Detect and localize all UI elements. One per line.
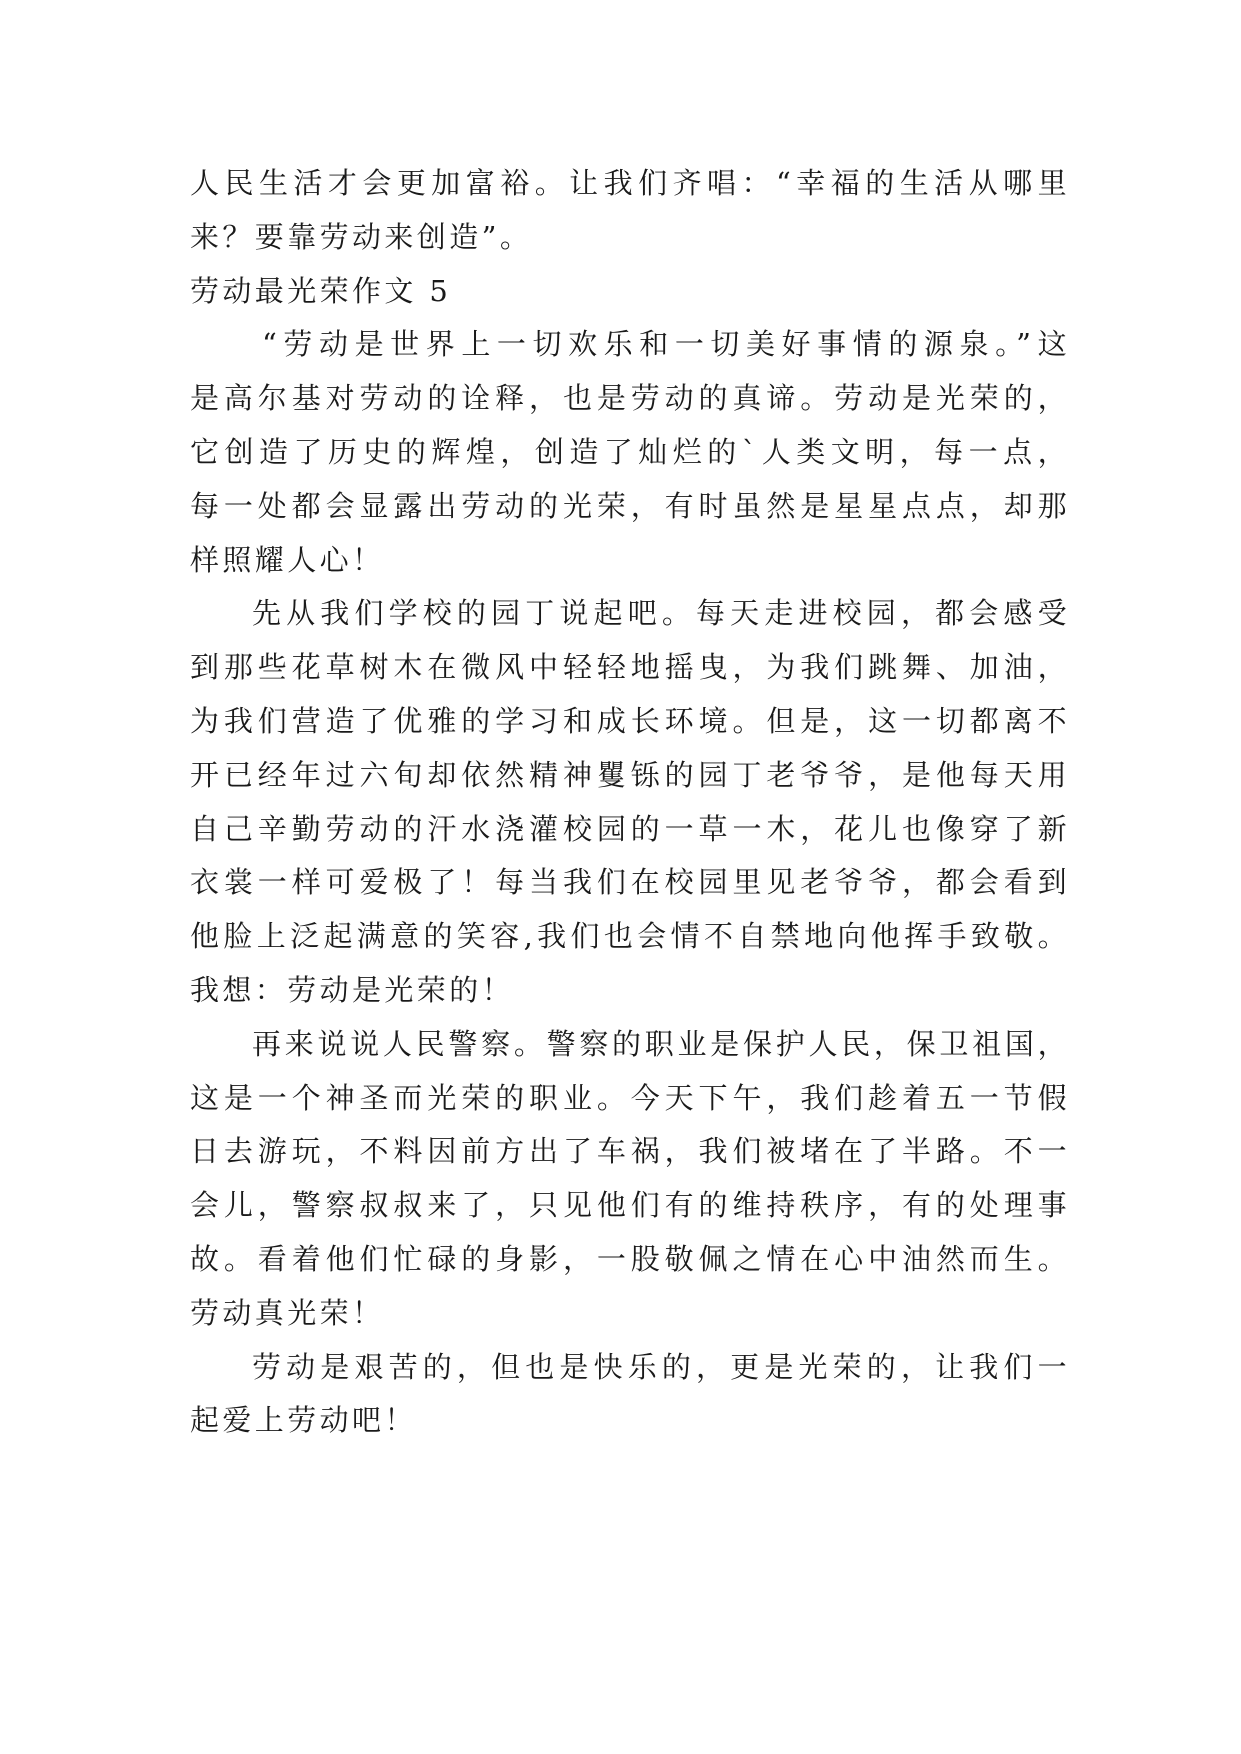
section-heading: 劳动最光荣作文 5 [190,273,452,308]
text-line: “劳动是世界上一切欢乐和一切美好事情的源泉。”这 [262,327,1070,362]
text-line: 我想：劳动是光荣的！ [190,972,515,1007]
text-line: 是高尔基对劳动的诠释，也是劳动的真谛。劳动是光荣的， [190,381,1070,416]
text-line: 会儿，警察叔叔来了，只见他们有的维持秩序，有的处理事 [190,1188,1070,1223]
text-line: 起爱上劳动吧！ [190,1403,417,1438]
text-line: 故。看着他们忙碌的身影，一股敬佩之情在心中油然而生。 [190,1241,1070,1276]
text-line: 衣裳一样可爱极了！每当我们在校园里见老爷爷，都会看到 [190,865,1070,900]
text-line: 它创造了历史的辉煌，创造了灿烂的`人类文明，每一点， [190,434,1070,469]
text-line: 劳动是艰苦的，但也是快乐的，更是光荣的，让我们一 [252,1349,1070,1384]
text-line: 他脸上泛起满意的笑容,我们也会情不自禁地向他挥手致敬。 [190,919,1070,954]
text-line: 自己辛勤劳动的汗水浇灌校园的一草一木，花儿也像穿了新 [190,811,1070,846]
text-line: 人民生活才会更加富裕。让我们齐唱：“幸福的生活从哪里 [190,166,1070,200]
text-line: 先从我们学校的园丁说起吧。每天走进校园，都会感受 [252,596,1070,631]
text-line: 样照耀人心！ [190,542,385,577]
text-line: 劳动真光荣！ [190,1295,385,1330]
text-line: 开已经年过六旬却依然精神矍铄的园丁老爷爷，是他每天用 [190,757,1070,792]
text-line: 再来说说人民警察。警察的职业是保护人民，保卫祖国， [252,1026,1070,1061]
text-line: 日去游玩，不料因前方出了车祸，我们被堵在了半路。不一 [190,1134,1070,1169]
text-line: 来？要靠劳动来创造”。 [190,219,533,254]
text-line: 每一处都会显露出劳动的光荣，有时虽然是星星点点，却那 [190,488,1070,523]
text-line: 这是一个神圣而光荣的职业。今天下午，我们趁着五一节假 [190,1080,1070,1115]
text-line: 为我们营造了优雅的学习和成长环境。但是，这一切都离不 [190,703,1070,738]
text-line: 到那些花草树木在微风中轻轻地摇曳，为我们跳舞、加油， [190,650,1070,685]
document-body [190,157,1070,1448]
